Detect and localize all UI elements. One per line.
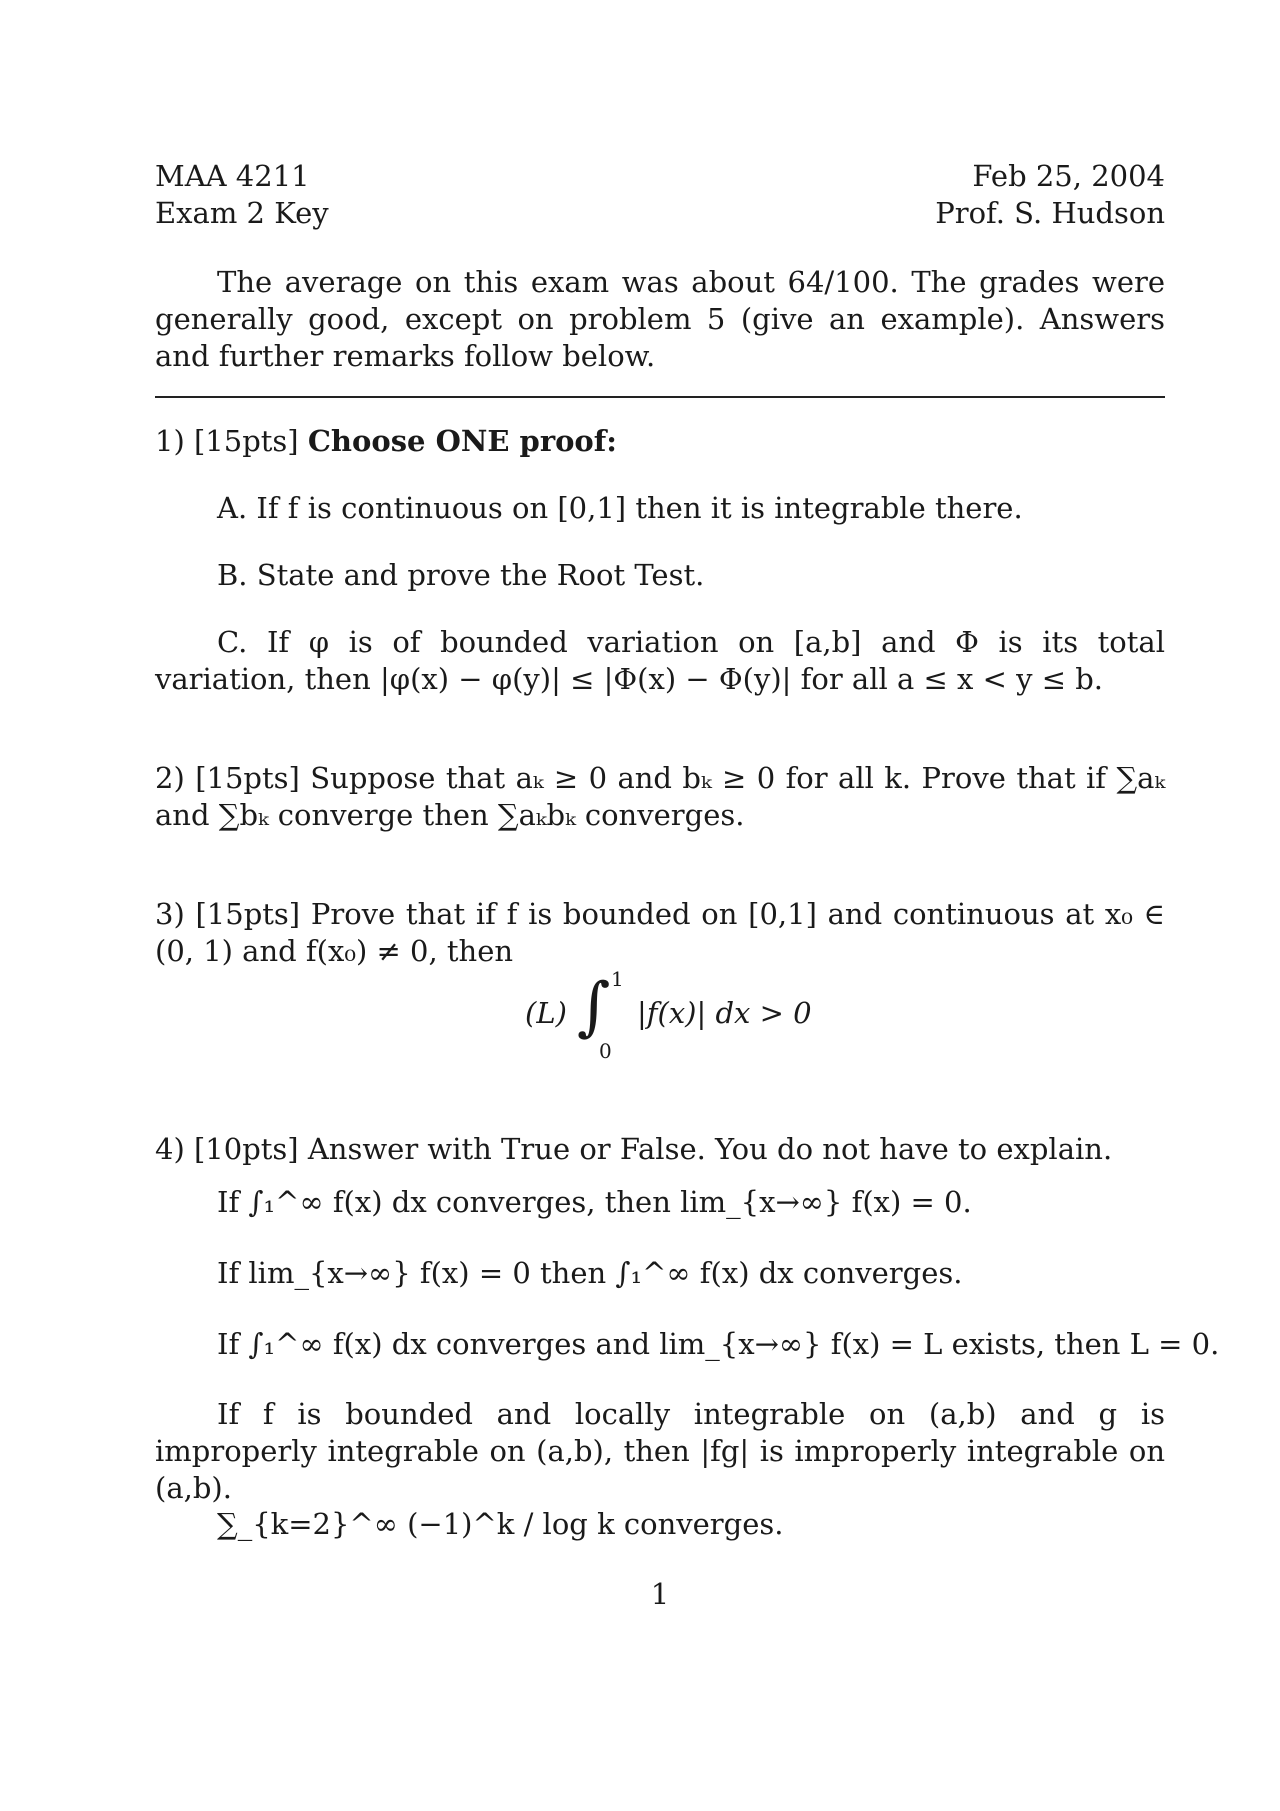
course-code: MAA 4211: [155, 159, 310, 193]
problem-1-title: Choose ONE proof:: [307, 424, 617, 458]
header-right: [935, 158, 1165, 232]
integral-lower-limit: 0: [599, 1039, 612, 1063]
problem-4-points: [10pts]: [193, 1132, 299, 1166]
problem-4-item-4: If f is bounded and locally integrable on (a,b) and g is improperly integrable on (a,b), then |fg| is improperly integrable on (a,b).: [155, 1397, 1165, 1505]
intro-text: The average on this exam was about 64/100. The grades were generally good, except on problem 5 (give an example). Answers and further remarks follow below.: [155, 265, 1165, 373]
problem-3: [155, 896, 1165, 970]
lebesgue-integral-formula: [525, 965, 885, 1065]
problem-1-option-c: C. If φ is of bounded variation on [a,b] and Φ is its total variation, then |φ(x) − φ(y)| ≤ |Φ(x) − Φ(y)| for all a ≤ x < y ≤ b.: [155, 625, 1165, 696]
problem-1-points: [15pts]: [193, 424, 299, 458]
problem-4-instructions: Answer with True or False. You do not have to explain.: [307, 1132, 1113, 1166]
formula-prefix: (L): [525, 996, 567, 1030]
problem-2-points: [15pts]: [195, 761, 300, 795]
problem-4-item-5: ∑_{k=2}^∞ (−1)^k / log k converges.: [217, 1507, 784, 1541]
problem-4-number: 4): [155, 1132, 185, 1166]
intro-paragraph: [155, 264, 1165, 375]
formula-body: |f(x)| dx > 0: [637, 996, 812, 1030]
instructor-name: Prof. S. Hudson: [935, 196, 1165, 230]
problem-1-number: 1): [155, 424, 185, 458]
problem-2-number: 2): [155, 761, 185, 795]
problem-3-number: 3): [155, 897, 185, 931]
exam-date: Feb 25, 2004: [972, 159, 1165, 193]
problem-1: [155, 423, 1165, 460]
problem-1-option-a: A. If f is continuous on [0,1] then it is integrable there.: [217, 491, 1023, 525]
problem-2: [155, 760, 1165, 834]
problem-1-option-b: B. State and prove the Root Test.: [217, 558, 705, 592]
header-left: [155, 158, 329, 232]
problem-3-points: [15pts]: [195, 897, 301, 931]
page-number: 1: [650, 1577, 670, 1611]
problem-4-item-3: If ∫₁^∞ f(x) dx converges and lim_{x→∞} f(x) = L exists, then L = 0.: [217, 1327, 1220, 1361]
problem-4-item-2: If lim_{x→∞} f(x) = 0 then ∫₁^∞ f(x) dx converges.: [217, 1256, 963, 1290]
horizontal-rule: [155, 396, 1165, 398]
problem-3-text: Prove that if f is bounded on [0,1] and continuous at x₀ ∈ (0, 1) and f(x₀) ≠ 0, then: [155, 897, 1166, 968]
problem-2-text: Suppose that aₖ ≥ 0 and bₖ ≥ 0 for all k. Prove that if ∑aₖ and ∑bₖ converge then ∑aₖbₖ converges.: [155, 761, 1166, 832]
integral-upper-limit: 1: [611, 967, 624, 991]
problem-4-item-1: If ∫₁^∞ f(x) dx converges, then lim_{x→∞} f(x) = 0.: [217, 1185, 972, 1219]
problem-4: [155, 1131, 1165, 1168]
exam-title: Exam 2 Key: [155, 196, 329, 230]
integral-sign-icon: ∫: [577, 970, 611, 1044]
exam-page: [155, 0, 1220, 1811]
